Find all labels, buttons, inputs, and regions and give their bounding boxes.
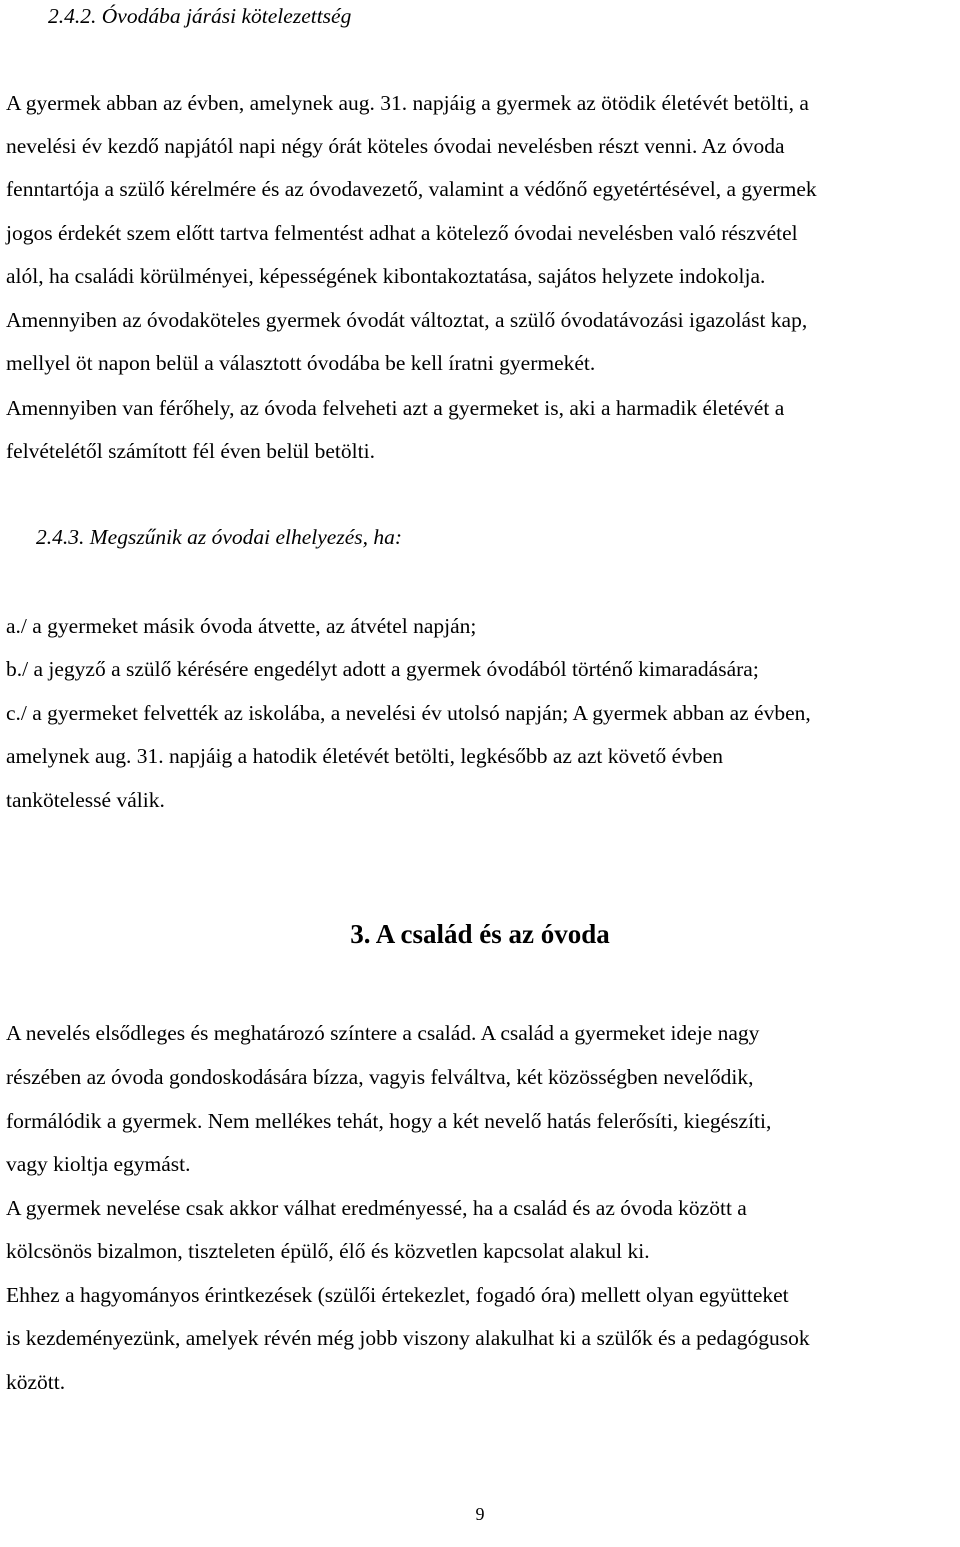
- paragraph-line: A gyermek nevelése csak akkor válhat eredményessé, ha a család és az óvoda között a: [6, 1196, 747, 1220]
- paragraph-line: alól, ha családi körülményei, képességének kibontakoztatása, sajátos helyzete indokolja.: [6, 264, 766, 288]
- paragraph-line: kölcsönös bizalmon, tiszteleten épülő, élő és közvetlen kapcsolat alakul ki.: [6, 1239, 650, 1263]
- paragraph-line: A nevelés elsődleges és meghatározó színtere a család. A család a gyermeket ideje nagy: [6, 1021, 760, 1045]
- paragraph-line: formálódik a gyermek. Nem mellékes tehát, hogy a két nevelő hatás felerősíti, kiegészíti,: [6, 1109, 772, 1133]
- list-item-continuation: amelynek aug. 31. napjáig a hatodik életévét betölti, legkésőbb az azt követő évben: [6, 744, 724, 768]
- paragraph-line: is kezdeményezünk, amelyek révén még jobb viszony alakulhat ki a szülők és a pedagógusok: [6, 1326, 810, 1350]
- paragraph-line: Amennyiben van férőhely, az óvoda felveheti azt a gyermeket is, aki a harmadik életévét a: [6, 396, 785, 420]
- paragraph-line: mellyel öt napon belül a választott óvodába be kell íratni gyermekét.: [6, 351, 596, 375]
- chapter-title: 3. A család és az óvoda: [350, 919, 610, 949]
- list-item-continuation: tankötelessé válik.: [6, 788, 165, 812]
- list-item: a./ a gyermeket másik óvoda átvette, az átvétel napján;: [6, 614, 477, 638]
- paragraph-line: nevelési év kezdő napjától napi négy órát köteles óvodai nevelésben részt venni. Az óvoda: [6, 134, 785, 158]
- list-item: b./ a jegyző a szülő kérésére engedélyt adott a gyermek óvodából történő kimaradására;: [6, 657, 759, 681]
- paragraph-line: Ehhez a hagyományos érintkezések (szülői értekezlet, fogadó óra) mellett olyan együtteket: [6, 1283, 789, 1307]
- paragraph-line: fenntartója a szülő kérelmére és az óvodavezető, valamint a védőnő egyetértésével, a gyermek: [6, 177, 817, 201]
- paragraph-line: jogos érdekét szem előtt tartva felmentést adhat a kötelező óvodai nevelésben való részvétel: [6, 221, 798, 245]
- paragraph-line: felvételétől számított fél éven belül betölti.: [6, 439, 375, 463]
- paragraph-line: Amennyiben az óvodaköteles gyermek óvodát változtat, a szülő óvodatávozási igazolást kap,: [6, 308, 808, 332]
- list-item: c./ a gyermeket felvették az iskolába, a nevelési év utolsó napján; A gyermek abban az évben,: [6, 701, 811, 725]
- paragraph-line: A gyermek abban az évben, amelynek aug. 31. napjáig a gyermek az ötödik életévét betölti, a: [6, 91, 809, 115]
- section-heading-2-4-2: 2.4.2. Óvodába járási kötelezettség: [48, 4, 352, 28]
- page-number: 9: [475, 1504, 485, 1524]
- paragraph-line: vagy kioltja egymást.: [6, 1152, 191, 1176]
- section-heading-2-4-3: 2.4.3. Megszűnik az óvodai elhelyezés, ha:: [36, 525, 403, 549]
- paragraph-line: részében az óvoda gondoskodására bízza, vagyis felváltva, két közösségben nevelődik,: [6, 1065, 754, 1089]
- paragraph-line: között.: [6, 1370, 66, 1394]
